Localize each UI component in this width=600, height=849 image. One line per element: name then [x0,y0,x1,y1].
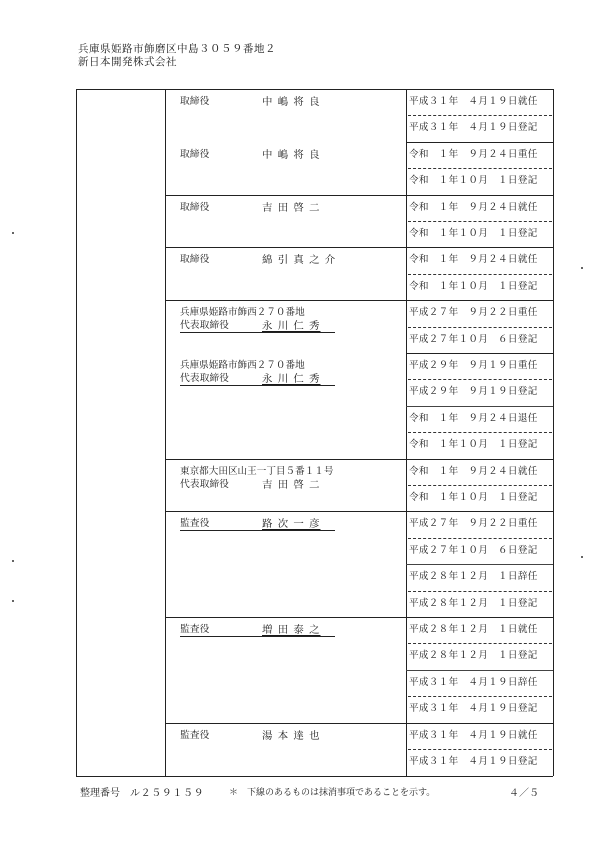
date-entry: 平成３１年 ４月１９日登記 [409,122,538,134]
date-row-rule [406,670,553,671]
section-rule [165,617,553,618]
dashed-separator [408,538,552,539]
date-entry: 令和 １年 ９月２４日就任 [409,465,538,477]
date-entry: 平成２８年１２月 １日登記 [409,597,538,609]
date-entry: 平成２７年１０月 ６日登記 [409,333,538,345]
reference-number: ル２５９１５９ [130,788,205,799]
footnote: ＊ 下線のあるものは抹消事項であることを示す。 [229,788,436,798]
column-divider [165,89,166,776]
reference-label: 整理番号 [80,788,120,799]
officer-name: 永 川 仁 秀 [262,373,321,385]
date-row-rule [406,564,553,565]
date-entry: 令和 １年 ９月２４日退任 [409,412,538,424]
scan-speck [581,267,583,269]
date-entry: 令和 １年１０月 １日登記 [409,492,538,503]
officer-address: 兵庫県姫路市飾西２７０番地 [180,307,305,319]
dashed-separator [408,591,552,592]
page-number: ４／５ [509,788,539,799]
officer-name: 中 嶋 将 良 [262,148,321,161]
date-entry: 平成３１年 ４月１９日就任 [409,96,538,107]
table-bottom-border [76,776,553,777]
date-entry: 平成２９年 ９月１９日登記 [409,386,538,398]
date-entry: 令和 １年 ９月２４日就任 [409,201,538,213]
date-row-rule [406,406,553,407]
date-row-rule [406,142,553,143]
officer-name: 路 次 一 彦 [262,518,321,531]
scan-speck [12,232,14,234]
date-entry: 令和 １年 ９月２４日就任 [409,254,538,266]
dashed-separator [408,432,552,433]
table-left-border [76,89,77,776]
officer-title: 取締役 [180,96,210,107]
company-address: 兵庫県姫路市飾磨区中島３０５９番地２ [78,43,276,55]
strike-underline [180,332,335,333]
date-entry: 令和 １年１０月 １日登記 [409,439,538,451]
officer-title: 監査役 [180,624,210,635]
scan-speck [12,600,14,602]
strike-underline [180,530,335,531]
officer-title: 監査役 [180,729,210,741]
dashed-separator [408,327,552,328]
officer-title: 代表取締役 [180,320,229,332]
scan-speck [581,556,583,558]
strike-underline [180,636,335,637]
table-top-border [76,89,553,90]
officer-title: 代表取締役 [180,373,229,384]
dashed-separator [408,749,552,750]
dashed-separator [408,379,552,380]
scan-speck [12,560,14,562]
date-entry: 令和 １年１０月 １日登記 [409,228,538,239]
section-rule [165,459,553,460]
officer-name: 吉 田 啓 二 [262,201,321,214]
officer-name: 綿 引 真 之 介 [262,254,337,267]
date-entry: 平成２７年１０月 ６日登記 [409,544,538,556]
company-name: 新日本開発株式会社 [78,56,177,68]
dashed-separator [408,115,552,116]
officer-title: 取締役 [180,201,210,213]
date-entry: 平成２９年 ９月１９日重任 [409,360,538,371]
column-divider [406,89,407,776]
officer-address: 東京都大田区山王一丁目５番１１号 [180,465,334,477]
officer-name: 中 嶋 将 良 [262,96,321,108]
date-entry: 平成２８年１２月 １日登記 [409,650,538,662]
officer-title: 監査役 [180,518,210,530]
strike-underline [180,385,335,386]
dashed-separator [408,485,552,486]
date-entry: 平成２８年１２月 １日辞任 [409,571,538,583]
section-rule [165,247,553,248]
section-rule [165,300,553,301]
date-entry: 平成３１年 ４月１９日就任 [409,729,538,741]
date-entry: 令和 １年１０月 １日登記 [409,280,538,292]
dashed-separator [408,696,552,697]
officer-name: 吉 田 啓 二 [262,478,321,491]
officer-title: 取締役 [180,148,210,160]
section-rule [165,511,553,512]
officer-name: 湯 本 達 也 [262,729,321,742]
date-row-rule [406,353,553,354]
officer-title: 代表取締役 [180,478,229,490]
table-right-border [553,89,554,776]
dashed-separator [408,168,552,169]
section-rule [165,195,553,196]
dashed-separator [408,274,552,275]
date-entry: 平成３１年 ４月１９日登記 [409,756,538,767]
dashed-separator [408,221,552,222]
section-rule [165,723,553,724]
date-entry: 平成２７年 ９月２２日重任 [409,518,538,530]
dashed-separator [408,643,552,644]
date-entry: 平成２８年１２月 １日就任 [409,624,538,635]
date-entry: 令和 １年 ９月２４日重任 [409,148,538,160]
officer-name: 増 田 泰 之 [262,624,321,636]
date-entry: 平成２７年 ９月２２日重任 [409,307,538,319]
officer-address: 兵庫県姫路市飾西２７０番地 [180,360,305,371]
date-entry: 令和 １年１０月 １日登記 [409,175,538,187]
date-entry: 平成３１年 ４月１９日登記 [409,703,538,715]
date-entry: 平成３１年 ４月１９日辞任 [409,676,538,688]
officer-title: 取締役 [180,254,210,266]
officer-name: 永 川 仁 秀 [262,320,321,333]
